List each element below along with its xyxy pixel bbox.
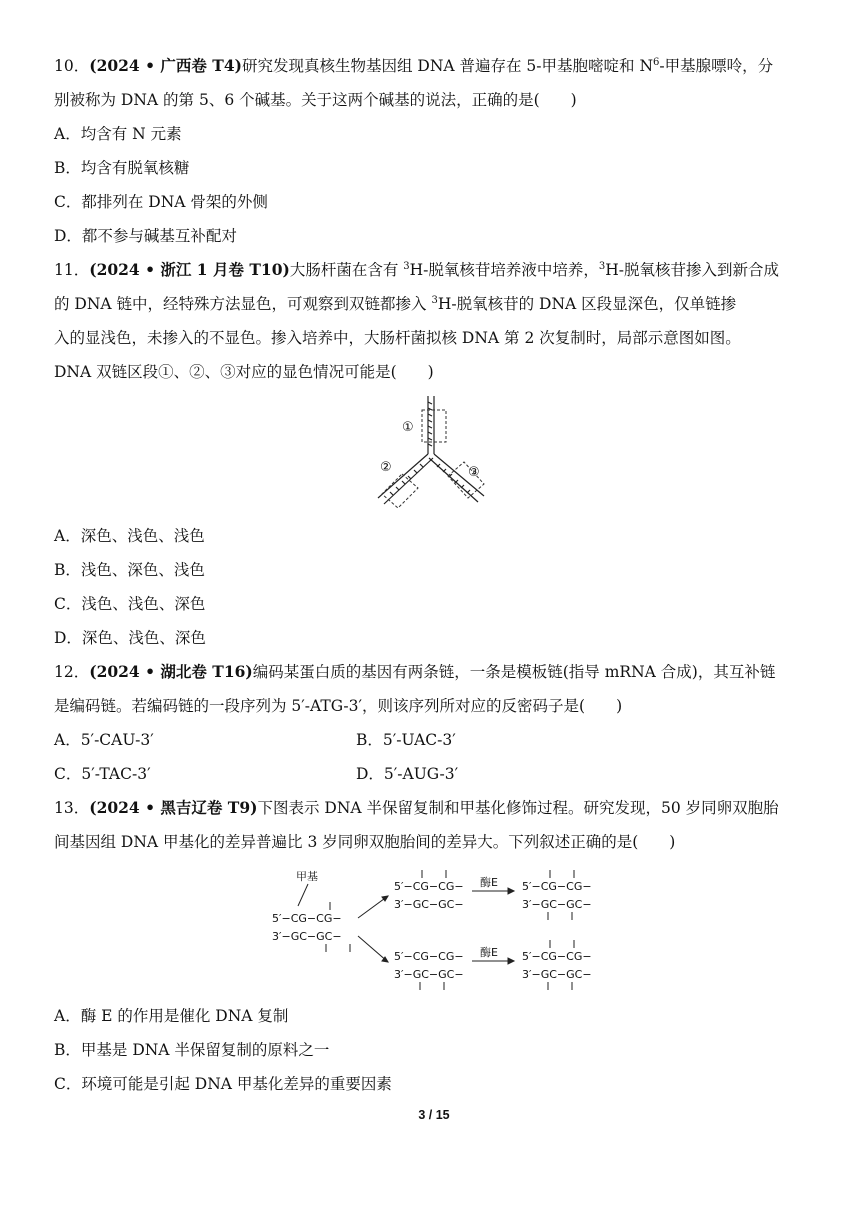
- q10-superscript: 6: [653, 57, 660, 68]
- q10-stem-text-cont: -甲基腺嘌呤，分: [659, 57, 774, 75]
- product1-strand-bottom: 3′−GC−GC−: [522, 898, 592, 911]
- q12-option-b: B．5′-UAC-3′: [356, 731, 456, 749]
- daughter2-strand-bottom: 3′−GC−GC−: [394, 968, 464, 981]
- q13-stem-line-2: 间基因组 DNA 甲基化的差异普遍比 3 岁同卵双胞胎间的差异大。下列叙述正确的是( ): [54, 833, 676, 851]
- enzyme-label-1: 酶E: [480, 876, 498, 889]
- q13-option-c: C．环境可能是引起 DNA 甲基化差异的重要因素: [54, 1075, 392, 1093]
- q10-stem-line-1: [54, 56, 773, 76]
- q10-option-b: B．均含有脱氧核糖: [54, 159, 190, 177]
- q13-option-b: B．甲基是 DNA 半保留复制的原料之一: [54, 1041, 330, 1059]
- product2-strand-top: 5′−CG−CG−: [522, 950, 592, 963]
- q10-option-d: D．都不参与碱基互补配对: [54, 227, 237, 245]
- parent-strand-top: 5′−CG−CG−: [272, 912, 342, 925]
- methyl-label: 甲基: [296, 870, 318, 883]
- parent-strand-bottom: 3′−GC−GC−: [272, 930, 342, 943]
- q10-number: 10．: [54, 57, 90, 75]
- enzyme-label-2: 酶E: [480, 946, 498, 959]
- q11-stem-text: 的 DNA 链中，经特殊方法显色，可观察到双链都掺入: [54, 295, 432, 313]
- q13-source: (2024 • 黑吉辽卷 T9): [89, 798, 258, 817]
- label-2: ②: [380, 460, 392, 475]
- q10-stem-text: 研究发现真核生物基因组 DNA 普遍存在 5-甲基胞嘧啶和 N: [241, 57, 654, 75]
- product1-strand-top: 5′−CG−CG−: [522, 880, 592, 893]
- q11-stem-text-cont: H-脱氧核苷的 DNA 区段显深色，仅单链掺: [437, 295, 737, 313]
- q11-number: 11．: [54, 261, 90, 279]
- q12-option-a: A．5′-CAU-3′: [54, 731, 154, 749]
- q11-stem-text: 大肠杆菌在含有: [289, 261, 404, 279]
- q11-option-d: D．深色、浅色、深色: [54, 629, 206, 647]
- methylation-diagram: [268, 866, 604, 996]
- q11-stem-line-2: [54, 294, 736, 314]
- q12-number: 12．: [54, 663, 90, 681]
- q12-stem-line-2: 是编码链。若编码链的一段序列为 5′-ATG-3′，则该序列所对应的反密码子是( ): [54, 697, 623, 715]
- q10-option-a: A．均含有 N 元素: [54, 125, 182, 143]
- q13-number: 13．: [54, 799, 90, 817]
- q11-source: (2024 • 浙江 1 月卷 T10): [89, 260, 290, 279]
- q12-stem-line-1: [54, 662, 775, 682]
- q12-source: (2024 • 湖北卷 T16): [89, 662, 253, 681]
- label-3: ③: [468, 465, 480, 480]
- label-1: ①: [402, 420, 414, 435]
- q10-source: (2024 • 广西卷 T4): [89, 56, 242, 75]
- q11-option-c: C．浅色、浅色、深色: [54, 595, 206, 613]
- daughter2-strand-top: 5′−CG−CG−: [394, 950, 464, 963]
- replication-fork-figure: [370, 392, 500, 514]
- daughter1-strand-bottom: 3′−GC−GC−: [394, 898, 464, 911]
- q11-stem-line-1: [54, 260, 779, 280]
- q11-option-a: A．深色、浅色、浅色: [54, 527, 205, 545]
- q11-stem-text-cont: H-脱氧核苷培养液中培养，: [409, 261, 599, 279]
- q11-stem-line-3: 入的显浅色，未掺入的不显色。掺入培养中，大肠杆菌拟核 DNA 第 2 次复制时，局部示意图如图。: [54, 329, 741, 347]
- q11-stem-text-cont: H-脱氧核苷掺入到新合成: [605, 261, 780, 279]
- q13-stem-text: 下图表示 DNA 半保留复制和甲基化修饰过程。研究发现，50 岁同卵双胞胎: [257, 799, 779, 817]
- q10-option-c: C．都排列在 DNA 骨架的外侧: [54, 193, 268, 211]
- daughter1-strand-top: 5′−CG−CG−: [394, 880, 464, 893]
- q12-option-c: C．5′-TAC-3′: [54, 765, 151, 783]
- q13-stem-line-1: [54, 798, 779, 818]
- q10-stem-line-2: 别被称为 DNA 的第 5、6 个碱基。关于这两个碱基的说法，正确的是( ): [54, 91, 577, 109]
- q11-superscript: 3: [431, 295, 438, 306]
- product2-strand-bottom: 3′−GC−GC−: [522, 968, 592, 981]
- q11-stem-line-4: DNA 双链区段①、②、③对应的显色情况可能是( ): [54, 363, 434, 381]
- q11-option-b: B．浅色、深色、浅色: [54, 561, 205, 579]
- q13-option-a: A．酶 E 的作用是催化 DNA 复制: [54, 1007, 289, 1025]
- page-number: 3 / 15: [418, 1108, 450, 1122]
- q11-superscript: 3: [403, 261, 410, 272]
- q12-option-d: D．5′-AUG-3′: [356, 765, 459, 783]
- q12-stem-text: 编码某蛋白质的基因有两条链，一条是模板链(指导 mRNA 合成)，其互补链: [252, 663, 776, 681]
- q11-superscript: 3: [598, 261, 606, 272]
